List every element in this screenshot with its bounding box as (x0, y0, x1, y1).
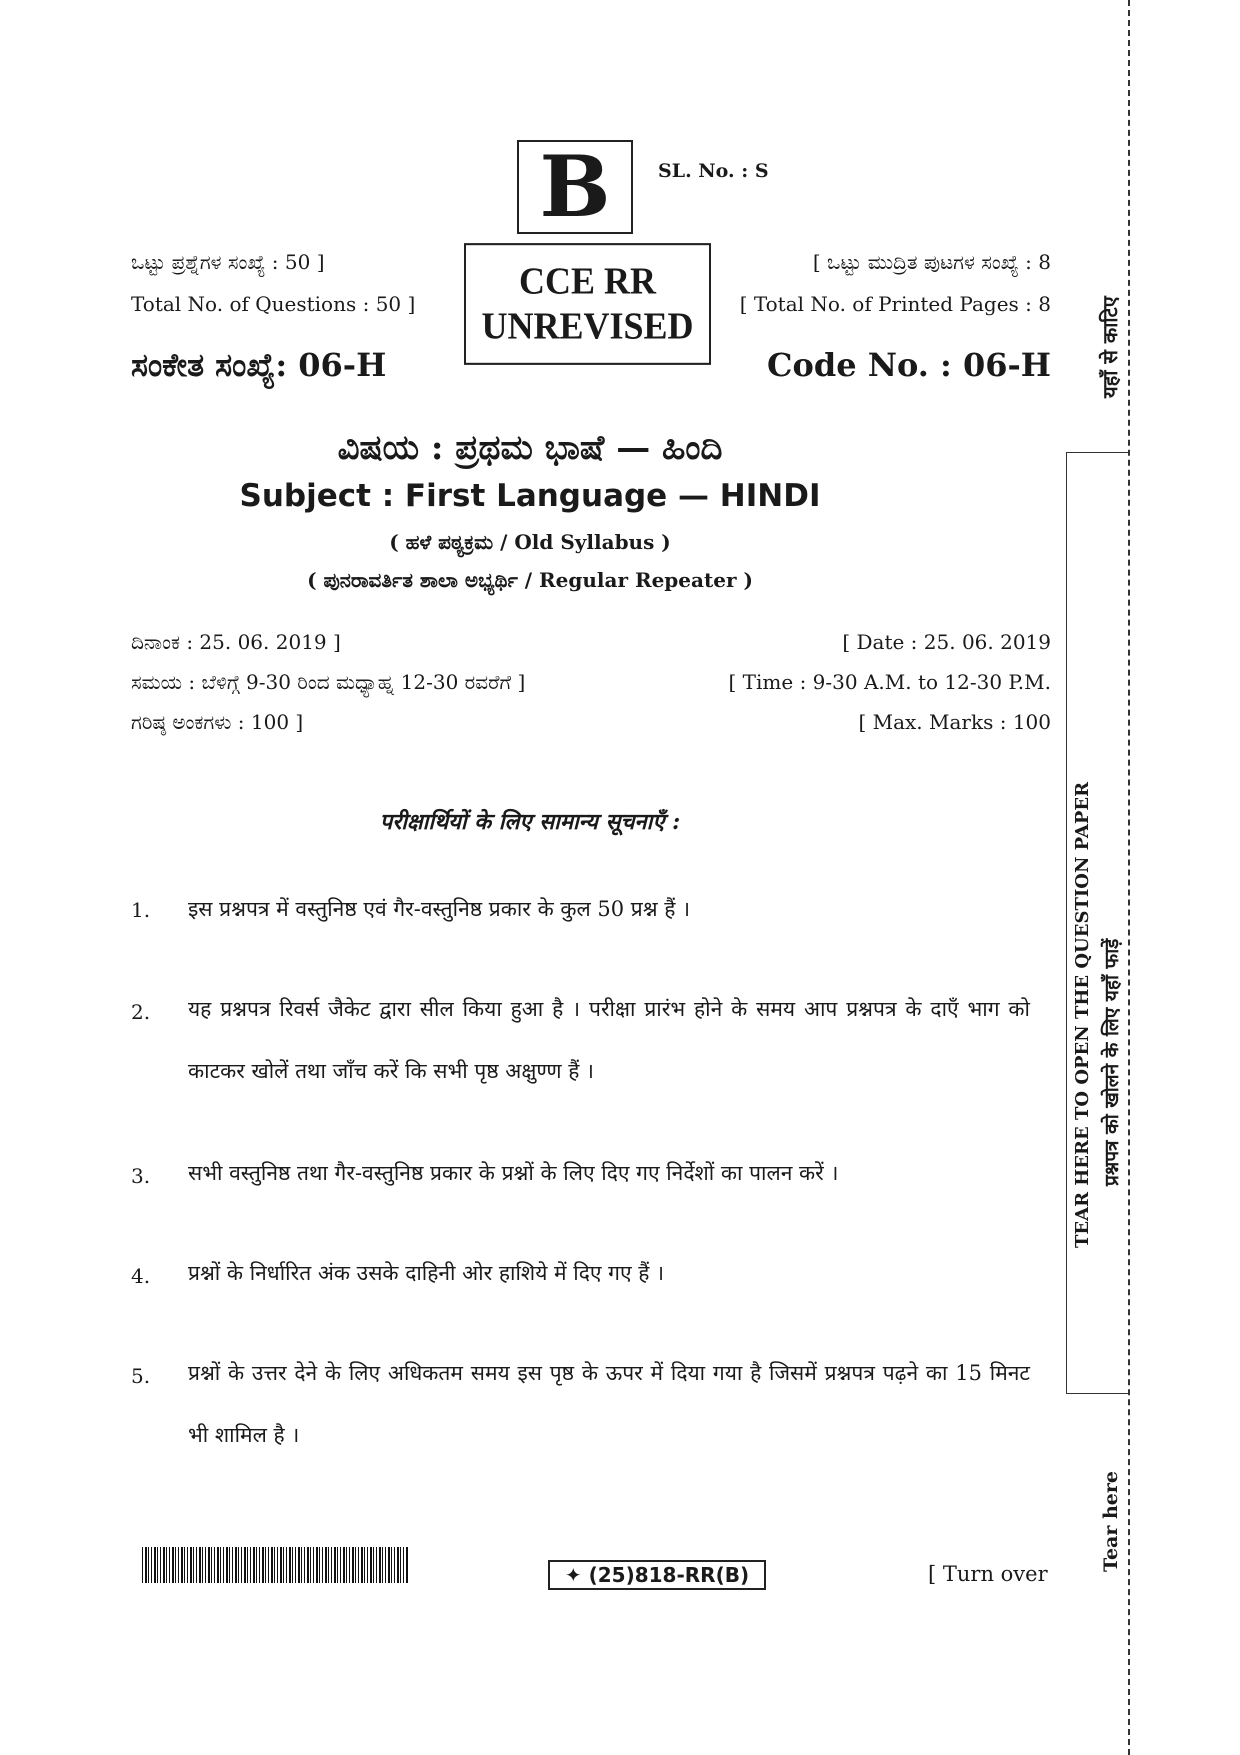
tear-here-label[interactable]: Tear here (1100, 1471, 1122, 1572)
tear-open-label-en: TEAR HERE TO OPEN THE QUESTION PAPER (1072, 781, 1093, 1248)
instruction-number: 1. (131, 898, 151, 922)
code-number-en: Code No. : 06-H (767, 346, 1051, 384)
date-en: [ Date : 25. 06. 2019 (842, 630, 1051, 654)
instruction-text: सभी वस्तुनिष्ठ तथा गैर-वस्तुनिष्ठ प्रकार के प्रश्नों के लिए दिए गए निर्देशों का पालन करें । (188, 1161, 839, 1185)
repeater-line: ( ಪುನರಾವರ್ತಿತ ಶಾಲಾ ಅಭ್ಯರ್ಥಿ / Regular Repeater ) (307, 568, 753, 592)
syllabus-line: ( ಹಳೆ ಪಠ್ಯಕ್ರಮ / Old Syllabus ) (389, 530, 671, 554)
printed-pages-kn: [ ಒಟ್ಟು ಮುದ್ರಿತ ಪುಟಗಳ ಸಂಖ್ಯೆ : 8 (812, 250, 1051, 274)
time-en: [ Time : 9-30 A.M. to 12-30 P.M. (728, 670, 1051, 694)
series-letter-box (517, 137, 633, 236)
max-marks-kn: ಗರಿಷ್ಠ ಅಂಕಗಳು : 100 ] (131, 710, 304, 734)
instruction-text: यह प्रश्नपत्र रिवर्स जैकेट द्वारा सील किया हुआ है । परीक्षा प्रारंभ होने के समय आप प्रश्नपत्र के दाएँ भाग को काटकर खोलें तथा जाँच करें कि सभी पृष्ठ अक्षुण्ण हैं । (188, 997, 1030, 1083)
tear-open-label-hi: प्रश्नपत्र को खोलने के लिए यहाँ फाड़ें (1101, 938, 1123, 1186)
instruction-number: 2. (131, 1000, 151, 1024)
barcode-image (142, 1547, 408, 1583)
total-questions-kn: ಒಟ್ಟು ಪ್ರಶ್ನೆಗಳ ಸಂಖ್ಯೆ : 50 ] (131, 250, 325, 274)
cut-here-label[interactable]: यहाँ से काटिए (1098, 296, 1122, 398)
board-line-1: CCE RR (518, 259, 656, 302)
code-number-kn: ಸಂಕೇತ ಸಂಖ್ಯೆ: 06-H (131, 346, 387, 384)
board-line-2: UNREVISED (481, 305, 694, 348)
date-kn: ದಿನಾಂಕ : 25. 06. 2019 ] (131, 630, 341, 654)
total-questions-en: Total No. of Questions : 50 ] (131, 292, 416, 316)
paper-code: ✦ (25)818-RR(B) (564, 1563, 750, 1587)
serial-number: SL. No. : S (658, 160, 769, 182)
series-letter: B (539, 137, 611, 236)
turn-over-label: [ Turn over (928, 1562, 1048, 1586)
instruction-text: प्रश्नों के उत्तर देने के लिए अधिकतम समय इस पृष्ठ के ऊपर में दिया गया है जिसमें प्रश्नपत्र पढ़ने का 15 मिनट भी शामिल है । (188, 1361, 1030, 1447)
subject-en: Subject : First Language — HINDI (239, 478, 821, 514)
paper-code-box (548, 1560, 766, 1590)
printed-pages-en: [ Total No. of Printed Pages : 8 (739, 292, 1051, 316)
subject-kn: ವಿಷಯ : ಪ್ರಥಮ ಭಾಷೆ — ಹಿಂದಿ (337, 428, 723, 468)
instruction-text: इस प्रश्नपत्र में वस्तुनिष्ठ एवं गैर-वस्तुनिष्ठ प्रकार के कुल 50 प्रश्न हैं । (188, 897, 691, 921)
instructions-heading: परीक्षार्थियों के लिए सामान्य सूचनाएँ : (379, 809, 681, 835)
time-kn: ಸಮಯ : ಬೆಳಿಗ್ಗೆ 9-30 ರಿಂದ ಮಧ್ಯಾಹ್ನ 12-30 ರವರೆಗೆ ] (131, 670, 526, 694)
instruction-text: प्रश्नों के निर्धारित अंक उसके दाहिनी ओर हाशिये में दिए गए हैं । (188, 1261, 665, 1285)
tear-dashed-line (1128, 0, 1130, 1755)
instruction-number: 3. (131, 1164, 151, 1188)
instruction-number: 5. (131, 1364, 151, 1388)
instruction-number: 4. (131, 1264, 151, 1288)
board-box (464, 243, 711, 365)
max-marks-en: [ Max. Marks : 100 (858, 710, 1051, 734)
